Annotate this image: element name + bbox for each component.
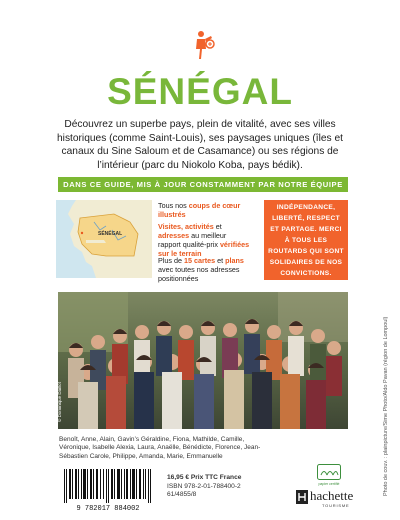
senegal-map bbox=[56, 200, 152, 278]
isbn-line: ISBN 978-2-01-788400-2 bbox=[167, 482, 241, 490]
price-info bbox=[167, 474, 241, 500]
feature-addresses: Visites, activités et adresses au meilleur rapport qualité-prix vérifiées sur le terrain bbox=[158, 222, 250, 258]
page-title: SÉNÉGAL bbox=[107, 71, 293, 112]
guide-banner: DANS CE GUIDE, MIS À JOUR CONSTAMMENT PAR NOTRE ÉQUIPE bbox=[58, 177, 348, 192]
price-line: 16,95 € Prix TTC France bbox=[167, 474, 242, 481]
map-label: SÉNÉGAL bbox=[98, 231, 123, 237]
eco-label-icon bbox=[317, 464, 341, 480]
cover-photo-credit: Photo de couv. : plainpicture/Sime Photo/Aldo Pavan (région de Lompoul) bbox=[383, 316, 389, 496]
ref-line: 61/4855/8 bbox=[167, 491, 197, 499]
team-photo bbox=[58, 292, 348, 429]
barcode bbox=[60, 469, 156, 511]
hachette-logo-icon bbox=[296, 490, 308, 504]
publisher-name: hachette bbox=[310, 488, 354, 503]
routard-logo-icon bbox=[189, 30, 215, 60]
photo-credit: © Dominique Daillot bbox=[57, 382, 62, 422]
publisher-sub: TOURISME bbox=[322, 503, 350, 508]
feature-illustrated: Tous nos coups de cœur illustrés bbox=[158, 201, 241, 219]
eco-label-text: papier certifié bbox=[318, 482, 340, 486]
values-box: INDÉPENDANCE, LIBERTÉ, RESPECT ET PARTAGE. MERCI À TOUS LES ROUTARDS QUI SONT SOLIDAIRES DE NOS CONVICTIONS. bbox=[264, 200, 348, 280]
barcode-number: 9 782017 884002 bbox=[76, 505, 140, 511]
feature-maps: Plus de 15 cartes et plans avec toutes nos adresses positionnées bbox=[158, 256, 244, 283]
intro-paragraph: Découvrez un superbe pays, plein de vitalité, avec ses villes historiques (comme Saint-Louis), ses paysages uniques (îles et canaux du Sine Saloum et de Casamance) ou ses régions de l’intérieur (parc du Niokolo Koba, pays bédik). bbox=[57, 119, 343, 171]
team-names: Benoît, Anne, Alain, Gavin’s Géraldine, Fiona, Mathilde, Camille, Véronique, Isabelle Alexia, Laura, Anaëlle, Bénédicte, Florence, Jean-Sébastien Carole, Philippe, Amanda, Marie, Emmanuelle bbox=[59, 436, 261, 460]
